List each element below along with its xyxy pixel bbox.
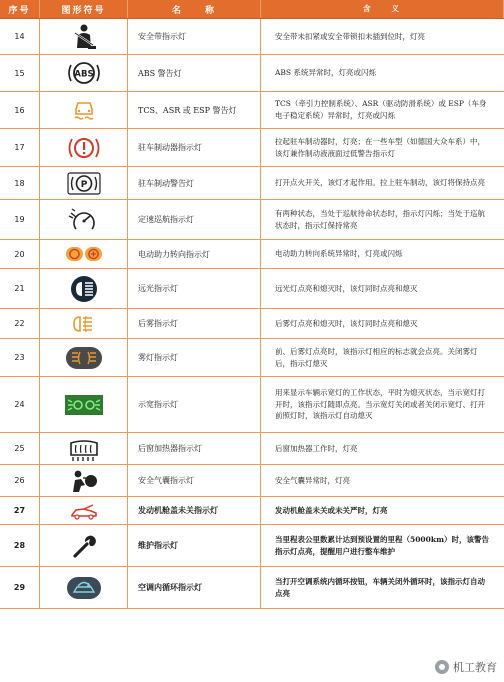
row-name: 雾灯指示灯 xyxy=(128,339,261,376)
table-row xyxy=(0,167,504,200)
rear-fog-icon xyxy=(64,309,104,339)
row-name: 示宽指示灯 xyxy=(128,377,261,432)
row-name: 维护指示灯 xyxy=(128,525,261,566)
tcs-icon xyxy=(64,95,104,125)
abs-icon xyxy=(64,58,104,88)
row-name: 后雾指示灯 xyxy=(128,309,261,338)
seatbelt-icon xyxy=(64,22,104,52)
row-meaning: 当打开空调系统内循环按钮，车辆关闭外循环时，该指示灯自动点亮 xyxy=(275,576,485,598)
watermark xyxy=(432,658,500,676)
row-number: 24 xyxy=(0,377,40,432)
row-number: 16 xyxy=(0,92,40,128)
row-meaning: 有两种状态，当处于巡航待命状态时，指示灯闪烁；当处于巡航状态时，指示灯保持常亮 xyxy=(275,208,485,230)
row-number: 29 xyxy=(0,567,40,608)
rear-defrost-icon xyxy=(64,434,104,464)
table-row xyxy=(0,525,504,567)
header-symbol: 图形符号 xyxy=(40,0,128,18)
table-row xyxy=(0,339,504,377)
row-name: 电动助力转向指示灯 xyxy=(128,240,261,268)
row-meaning: ABS 系统异常时，灯亮或闪烁 xyxy=(275,68,376,78)
row-number: 26 xyxy=(0,465,40,496)
table-row xyxy=(0,567,504,609)
high-beam-icon xyxy=(64,274,104,304)
watermark-text: 机工教育 xyxy=(453,661,497,674)
row-symbol xyxy=(40,567,128,608)
cruise-icon xyxy=(64,205,104,235)
table-row xyxy=(0,433,504,465)
table-row xyxy=(0,269,504,309)
table-row xyxy=(0,465,504,497)
hood-open-icon xyxy=(64,496,104,526)
table-row xyxy=(0,240,504,269)
table-row xyxy=(0,497,504,525)
row-symbol xyxy=(40,465,128,496)
row-name: TCS、ASR 或 ESP 警告灯 xyxy=(128,92,261,128)
table-row xyxy=(0,19,504,55)
row-number: 23 xyxy=(0,339,40,376)
row-name: 发动机舱盖未关指示灯 xyxy=(128,497,261,524)
brake-warning-icon xyxy=(64,133,104,163)
row-number: 28 xyxy=(0,525,40,566)
row-symbol xyxy=(40,497,128,524)
row-number: 22 xyxy=(0,309,40,338)
row-meaning: 安全带未扣紧或安全带锁扣未插到位时，灯亮 xyxy=(275,31,425,41)
wechat-logo-icon xyxy=(435,660,449,674)
svg-text:P: P xyxy=(80,180,87,190)
header-no: 序号 xyxy=(0,0,40,18)
table-row xyxy=(0,377,504,433)
width-lamp-icon xyxy=(64,390,104,420)
row-meaning: 打开点火开关，该灯才起作用。拉上驻车制动，该灯将保持点亮 xyxy=(275,178,485,188)
row-symbol xyxy=(40,525,128,566)
row-meaning: TCS（牵引力控制系统）、ASR（驱动防滑系统）或 ESP（车身电子稳定系统）异常时，灯亮或闪烁 xyxy=(275,99,487,120)
row-symbol xyxy=(40,339,128,376)
row-symbol xyxy=(40,240,128,268)
header-meaning: 含 义 xyxy=(261,0,504,18)
airbag-icon xyxy=(64,466,104,496)
table-row xyxy=(0,309,504,339)
table-row xyxy=(0,92,504,129)
row-number: 21 xyxy=(0,269,40,308)
table-header xyxy=(0,0,504,19)
recirculation-icon xyxy=(64,573,104,603)
row-name: 驻车制动器指示灯 xyxy=(128,129,261,166)
row-number: 25 xyxy=(0,433,40,464)
row-name: 定速巡航指示灯 xyxy=(128,200,261,239)
parking-icon xyxy=(64,168,104,198)
row-number: 19 xyxy=(0,200,40,239)
row-name: 安全气囊指示灯 xyxy=(128,465,261,496)
row-meaning: 后窗加热器工作时，灯亮 xyxy=(275,443,358,453)
row-symbol xyxy=(40,92,128,128)
row-meaning: 远光灯点亮和熄灭时，该灯同时点亮和熄灭 xyxy=(275,283,418,293)
row-symbol xyxy=(40,309,128,338)
row-symbol xyxy=(40,269,128,308)
row-meaning: 后雾灯点亮和熄灭时，该灯同时点亮和熄灭 xyxy=(275,318,418,328)
row-symbol xyxy=(40,19,128,54)
row-meaning: 安全气囊异常时，灯亮 xyxy=(275,475,350,485)
fog-icon xyxy=(64,343,104,373)
row-number: 15 xyxy=(0,55,40,91)
row-number: 14 xyxy=(0,19,40,54)
row-name: 空调内循环指示灯 xyxy=(128,567,261,608)
table-row xyxy=(0,55,504,92)
row-meaning: 发动机舱盖未关或未关严时，灯亮 xyxy=(275,505,388,515)
table-row xyxy=(0,129,504,167)
row-number: 27 xyxy=(0,497,40,524)
row-number: 18 xyxy=(0,167,40,199)
row-symbol xyxy=(40,129,128,166)
row-name: 安全带指示灯 xyxy=(128,19,261,54)
svg-text:ABS: ABS xyxy=(73,69,94,80)
row-number: 17 xyxy=(0,129,40,166)
wrench-icon xyxy=(64,531,104,561)
row-symbol xyxy=(40,55,128,91)
row-meaning: 电动助力转向系统异常时，灯亮或闪烁 xyxy=(275,249,403,259)
row-name: 后窗加热器指示灯 xyxy=(128,433,261,464)
row-symbol xyxy=(40,167,128,199)
row-symbol xyxy=(40,433,128,464)
eps-icon xyxy=(64,239,104,269)
row-number: 20 xyxy=(0,240,40,268)
row-symbol xyxy=(40,200,128,239)
row-symbol xyxy=(40,377,128,432)
row-name: 驻车制动警告灯 xyxy=(128,167,261,199)
row-meaning: 用来显示车辆示宽灯的工作状态，平时为熄灭状态，当示宽灯打开时，该指示灯随即点亮。当示宽灯关闭或者关闭示宽灯、打开前照灯时，该指示灯自动熄灭 xyxy=(275,388,485,421)
table-row xyxy=(0,200,504,240)
row-meaning: 当里程表公里数累计达到预设置的里程（5000km）时，该警告指示灯点亮，提醒用户进行整车维护 xyxy=(275,534,490,556)
row-name: ABS 警告灯 xyxy=(128,55,261,91)
row-meaning: 拉起驻车制动器时，灯亮；在一些车型（如德国大众车系）中，该灯兼作制动液液面过低警告指示灯 xyxy=(275,136,485,158)
header-name: 名 称 xyxy=(128,0,261,18)
row-name: 远光指示灯 xyxy=(128,269,261,308)
row-meaning: 前、后雾灯点亮时，该指示灯相应的标志就会点亮。关闭雾灯后，指示灯熄灭 xyxy=(275,346,478,368)
